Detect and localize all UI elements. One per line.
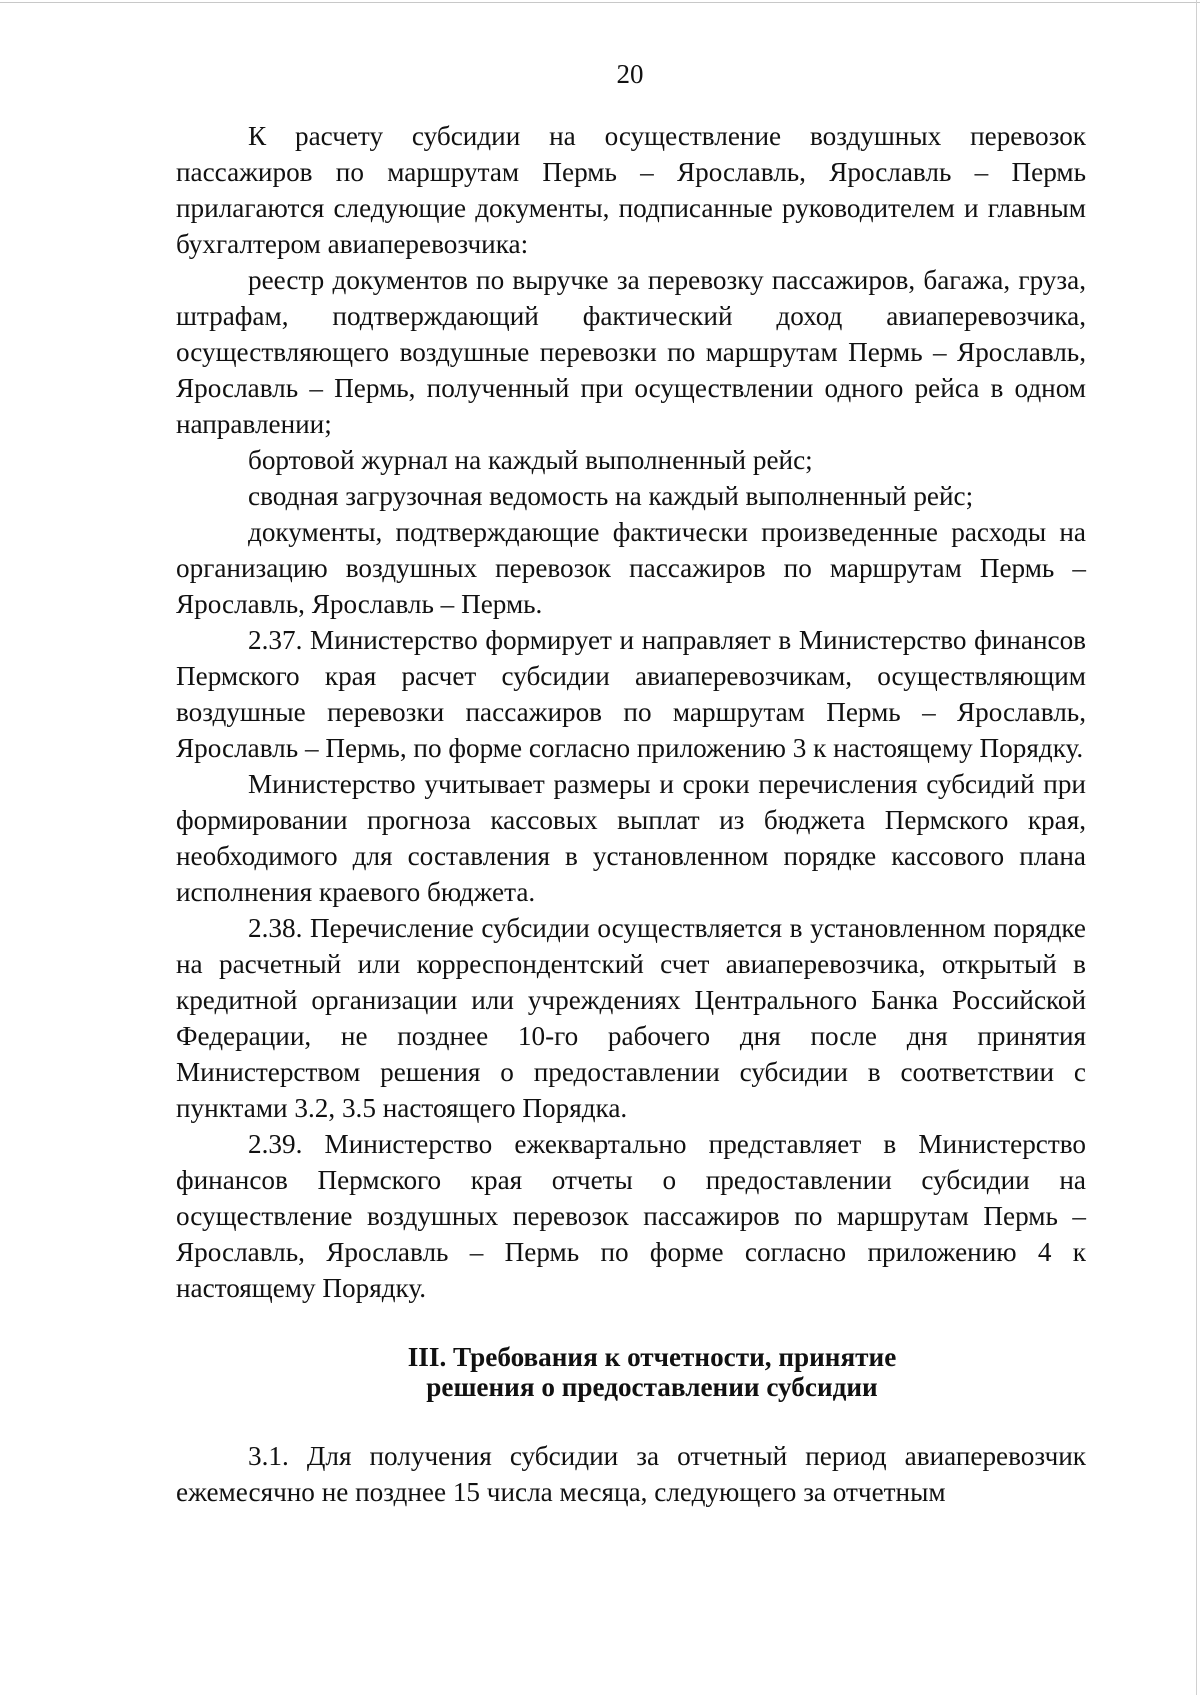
paragraph-ministry-forecast: Министерство учитывает размеры и сроки перечисления субсидий при формировании прогноза кассовых выплат из бюджета Пермского края, необходимого для составления в установленном порядке кассового плана исполнения краевого бюджета. [176, 769, 1086, 907]
spacer [176, 1402, 1086, 1438]
paragraph-revenue-register: реестр документов по выручке за перевозку пассажиров, багажа, груза, штрафам, подтверждающий фактический доход авиаперевозчика, осуществляющего воздушные перевозки по маршрутам Пермь – Ярославль, Ярославль – Пермь, полученный при осуществлении одного рейса в одном направлении; [176, 265, 1086, 439]
paragraph-3-1: 3.1. Для получения субсидии за отчетный период авиаперевозчик ежемесячно не позднее 15 числа месяца, следующего за отчетным [176, 1441, 1086, 1507]
scan-edge-right [1196, 0, 1197, 1695]
paragraph-flight-log: бортовой журнал на каждый выполненный рейс; [248, 445, 813, 475]
spacer [176, 1306, 1086, 1342]
paragraph-subsidy-documents-intro: К расчету субсидии на осуществление воздушных перевозок пассажиров по маршрутам Пермь – Ярославль, Ярославль – Пермь прилагаются следующие документы, подписанные руководителем и главным бухгалтером авиаперевозчика: [176, 121, 1086, 259]
paragraph-2-39: 2.39. Министерство ежеквартально представляет в Министерство финансов Пермского края отчеты о предоставлении субсидии на осуществление воздушных перевозок пассажиров по маршрутам Пермь – Ярославль, Ярославль – Пермь по форме согласно приложению 4 к настоящему Порядку. [176, 1129, 1086, 1303]
scan-edge-top [0, 2, 1200, 3]
paragraph-expense-documents: документы, подтверждающие фактически произведенные расходы на организацию воздушных перевозок пассажиров по маршрутам Пермь – Ярославль, Ярославль – Пермь. [176, 517, 1086, 619]
paragraph-loading-sheet: сводная загрузочная ведомость на каждый выполненный рейс; [248, 481, 974, 511]
page-number: 20 [616, 59, 644, 89]
section-heading-line-2: решения о предоставлении субсидии [426, 1372, 878, 1402]
paragraph-2-38: 2.38. Перечисление субсидии осуществляется в установленном порядке на расчетный или корреспондентский счет авиаперевозчика, открытый в кредитной организации или учреждениях Центрального Банка Российской Федерации, не позднее 10-го рабочего дня после дня принятия Министерством решения о предоставлении субсидии в соответствии с пунктами 3.2, 3.5 настоящего Порядка. [176, 913, 1086, 1123]
section-heading-line-1: III. Требования к отчетности, принятие [407, 1342, 897, 1372]
document-body [176, 118, 1086, 1510]
paragraph-2-37: 2.37. Министерство формирует и направляет в Министерство финансов Пермского края расчет субсидии авиаперевозчикам, осуществляющим воздушные перевозки пассажиров по маршрутам Пермь – Ярославль, Ярославль – Пермь, по форме согласно приложению 3 к настоящему Порядку. [176, 625, 1086, 763]
